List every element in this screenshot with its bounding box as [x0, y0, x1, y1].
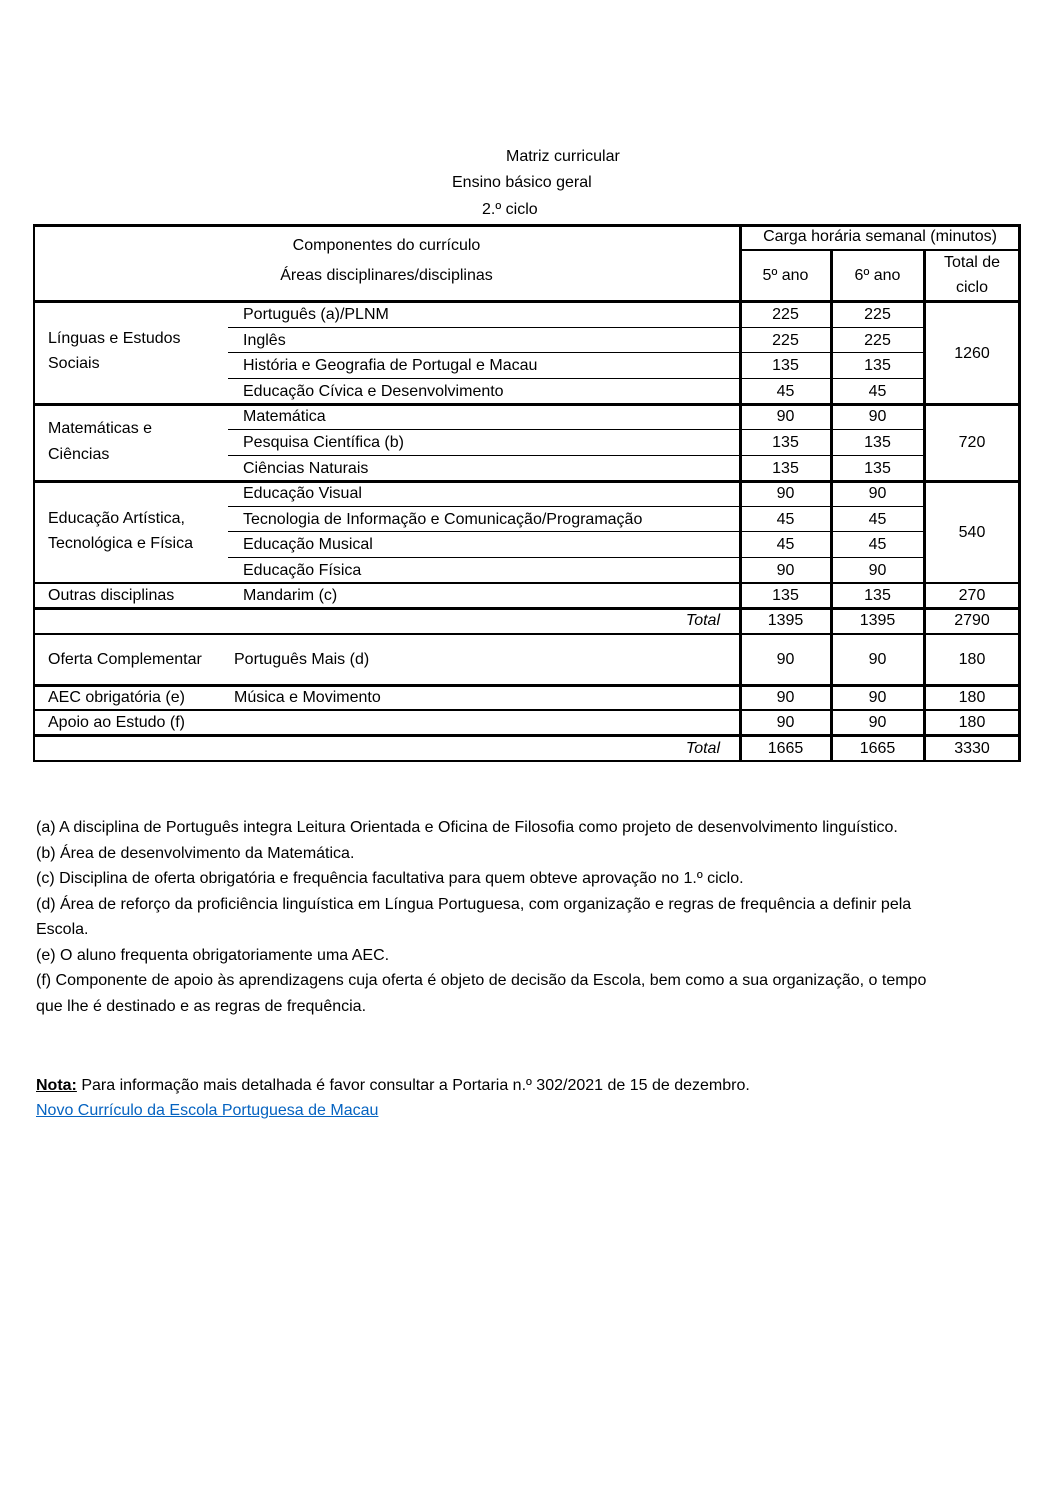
curriculum-link[interactable]: Novo Currículo da Escola Portuguesa de Macau [36, 1102, 379, 1119]
subject-name: História e Geografia de Portugal e Macau [243, 357, 538, 374]
table-border [228, 557, 924, 558]
subtotal-5-ano: 1395 [767, 612, 804, 629]
extra-5-ano: 90 [776, 714, 795, 731]
table-border [228, 429, 924, 430]
table-border [830, 249, 833, 762]
table-border [33, 480, 1020, 483]
group-total: 270 [958, 587, 986, 604]
group-total: 720 [958, 434, 986, 451]
subject-6-ano: 90 [868, 408, 887, 425]
nota-block [36, 1073, 750, 1123]
table-border [33, 300, 1020, 303]
table-border [228, 378, 924, 379]
components-header-line1: Componentes do currículo [292, 237, 481, 254]
table-border [228, 352, 924, 353]
extra-area-label: AEC obrigatória (e) [48, 689, 185, 706]
document-subtitle: Ensino básico geral [452, 174, 592, 191]
subject-6-ano: 45 [868, 511, 887, 528]
col-6-ano: 6º ano [854, 267, 901, 284]
subject-6-ano: 90 [868, 485, 887, 502]
document-title: Matriz curricular [506, 148, 620, 165]
subject-5-ano: 90 [776, 485, 795, 502]
col-total-line1: Total de [943, 254, 1001, 271]
footnote: (f) Componente de apoio às aprendizagens cuja oferta é objeto de decisão da Escola, bem como a sua organização, o tempo [36, 972, 927, 989]
footnote: (d) Área de reforço da proficiência linguística em Língua Portuguesa, com organização e regras de frequência a definir pela [36, 895, 912, 913]
subtotal-label: Total [685, 612, 720, 629]
extra-total: 180 [958, 650, 986, 668]
table-border [228, 327, 924, 328]
extra-5-ano: 90 [776, 689, 795, 706]
table-border [33, 224, 1020, 227]
subject-6-ano: 45 [868, 383, 887, 400]
extra-area-label: Oferta Complementar [48, 650, 202, 668]
subject-name: Inglês [243, 332, 286, 349]
group-total: 1260 [954, 344, 990, 362]
table-border [33, 607, 1020, 610]
area-label: Ciências [48, 446, 110, 463]
table-border [33, 224, 35, 762]
subject-name: Matemática [243, 408, 326, 425]
footnote: (e) O aluno frequenta obrigatoriamente uma AEC. [36, 946, 390, 964]
subject-name: Educação Visual [243, 485, 362, 502]
footnote: que lhe é destinado e as regras de frequência. [36, 997, 367, 1015]
subject-5-ano: 45 [776, 536, 795, 553]
col-5-ano: 5º ano [762, 267, 809, 284]
table-border [33, 734, 1020, 737]
table-border [33, 403, 1020, 406]
table-border [739, 224, 742, 762]
subject-name: Pesquisa Científica (b) [243, 434, 404, 451]
table-border [740, 249, 1020, 251]
col-total-line2: ciclo [955, 279, 988, 296]
subject-name: Mandarim (c) [243, 587, 338, 604]
document-cycle: 2.º ciclo [482, 201, 538, 218]
subject-5-ano: 45 [776, 383, 795, 400]
table-border [33, 633, 1020, 635]
subject-5-ano: 90 [776, 562, 795, 579]
footnote: (a) A disciplina de Português integra Leitura Orientada e Oficina de Filosofia como projeto de desenvolvimento linguístico. [36, 819, 898, 836]
grand-total-5-ano: 1665 [767, 740, 804, 757]
subject-5-ano: 135 [772, 587, 799, 604]
curriculum-table [33, 224, 1020, 762]
nota-text: Para informação mais detalhada é favor consultar a Portaria n.º 302/2021 de 15 de dezembro. [76, 1077, 750, 1094]
extra-subject-name: Música e Movimento [234, 689, 381, 706]
subject-5-ano: 135 [772, 460, 799, 477]
extra-6-ano: 90 [868, 650, 887, 668]
table-border [33, 709, 1020, 711]
area-label: Sociais [48, 355, 100, 372]
footnotes [36, 815, 1036, 1019]
table-border [923, 249, 926, 762]
subject-6-ano: 225 [864, 306, 891, 323]
extra-5-ano: 90 [776, 650, 795, 668]
subject-5-ano: 135 [772, 357, 799, 374]
subject-name: Educação Cívica e Desenvolvimento [243, 383, 504, 400]
grand-total-total: 3330 [954, 740, 990, 757]
subject-name: Português (a)/PLNM [243, 306, 389, 323]
components-header-line2: Áreas disciplinares/disciplinas [280, 267, 493, 284]
subject-6-ano: 45 [868, 536, 887, 553]
subject-name: Ciências Naturais [243, 460, 369, 477]
extra-area-label: Apoio ao Estudo (f) [48, 714, 185, 731]
subject-6-ano: 90 [868, 562, 887, 579]
nota-label: Nota: [36, 1077, 77, 1094]
extra-total: 180 [958, 714, 986, 731]
table-border [228, 506, 924, 507]
grand-total-label: Total [685, 740, 720, 757]
footnote: (c) Disciplina de oferta obrigatória e frequência facultativa para quem obteve aprovação no 1.º ciclo. [36, 870, 744, 887]
grand-total-6-ano: 1665 [859, 740, 896, 757]
footnote: Escola. [36, 921, 89, 938]
subject-6-ano: 135 [864, 460, 891, 477]
table-border [33, 684, 1020, 687]
extra-total: 180 [958, 689, 986, 706]
workload-header: Carga horária semanal (minutos) [763, 228, 997, 245]
area-label: Outras disciplinas [48, 587, 175, 604]
nota-line [36, 1073, 750, 1098]
extra-6-ano: 90 [868, 714, 887, 731]
table-border [1018, 224, 1021, 762]
subtotal-total: 2790 [954, 612, 990, 629]
subject-5-ano: 90 [776, 408, 795, 425]
subtotal-6-ano: 1395 [859, 612, 896, 629]
area-label: Matemáticas e [48, 420, 153, 437]
table-border [33, 760, 1020, 762]
extra-6-ano: 90 [868, 689, 887, 706]
table-border [228, 531, 924, 532]
extra-subject-name: Português Mais (d) [234, 650, 370, 668]
subject-name: Tecnologia de Informação e Comunicação/Programação [243, 511, 643, 528]
subject-5-ano: 135 [772, 434, 799, 451]
subject-6-ano: 135 [864, 434, 891, 451]
area-label: Tecnológica e Física [48, 535, 193, 552]
table-border [33, 582, 1020, 584]
subject-5-ano: 225 [772, 306, 799, 323]
group-total: 540 [958, 523, 986, 541]
subject-6-ano: 225 [864, 332, 891, 349]
subject-5-ano: 225 [772, 332, 799, 349]
footnote: (b) Área de desenvolvimento da Matemática. [36, 844, 355, 862]
subject-6-ano: 135 [864, 587, 891, 604]
subject-name: Educação Física [243, 562, 362, 579]
subject-6-ano: 135 [864, 357, 891, 374]
area-label: Educação Artística, [48, 510, 185, 527]
subject-5-ano: 45 [776, 511, 795, 528]
subject-name: Educação Musical [243, 536, 373, 553]
table-border [228, 455, 924, 456]
area-label: Línguas e Estudos [48, 330, 181, 347]
